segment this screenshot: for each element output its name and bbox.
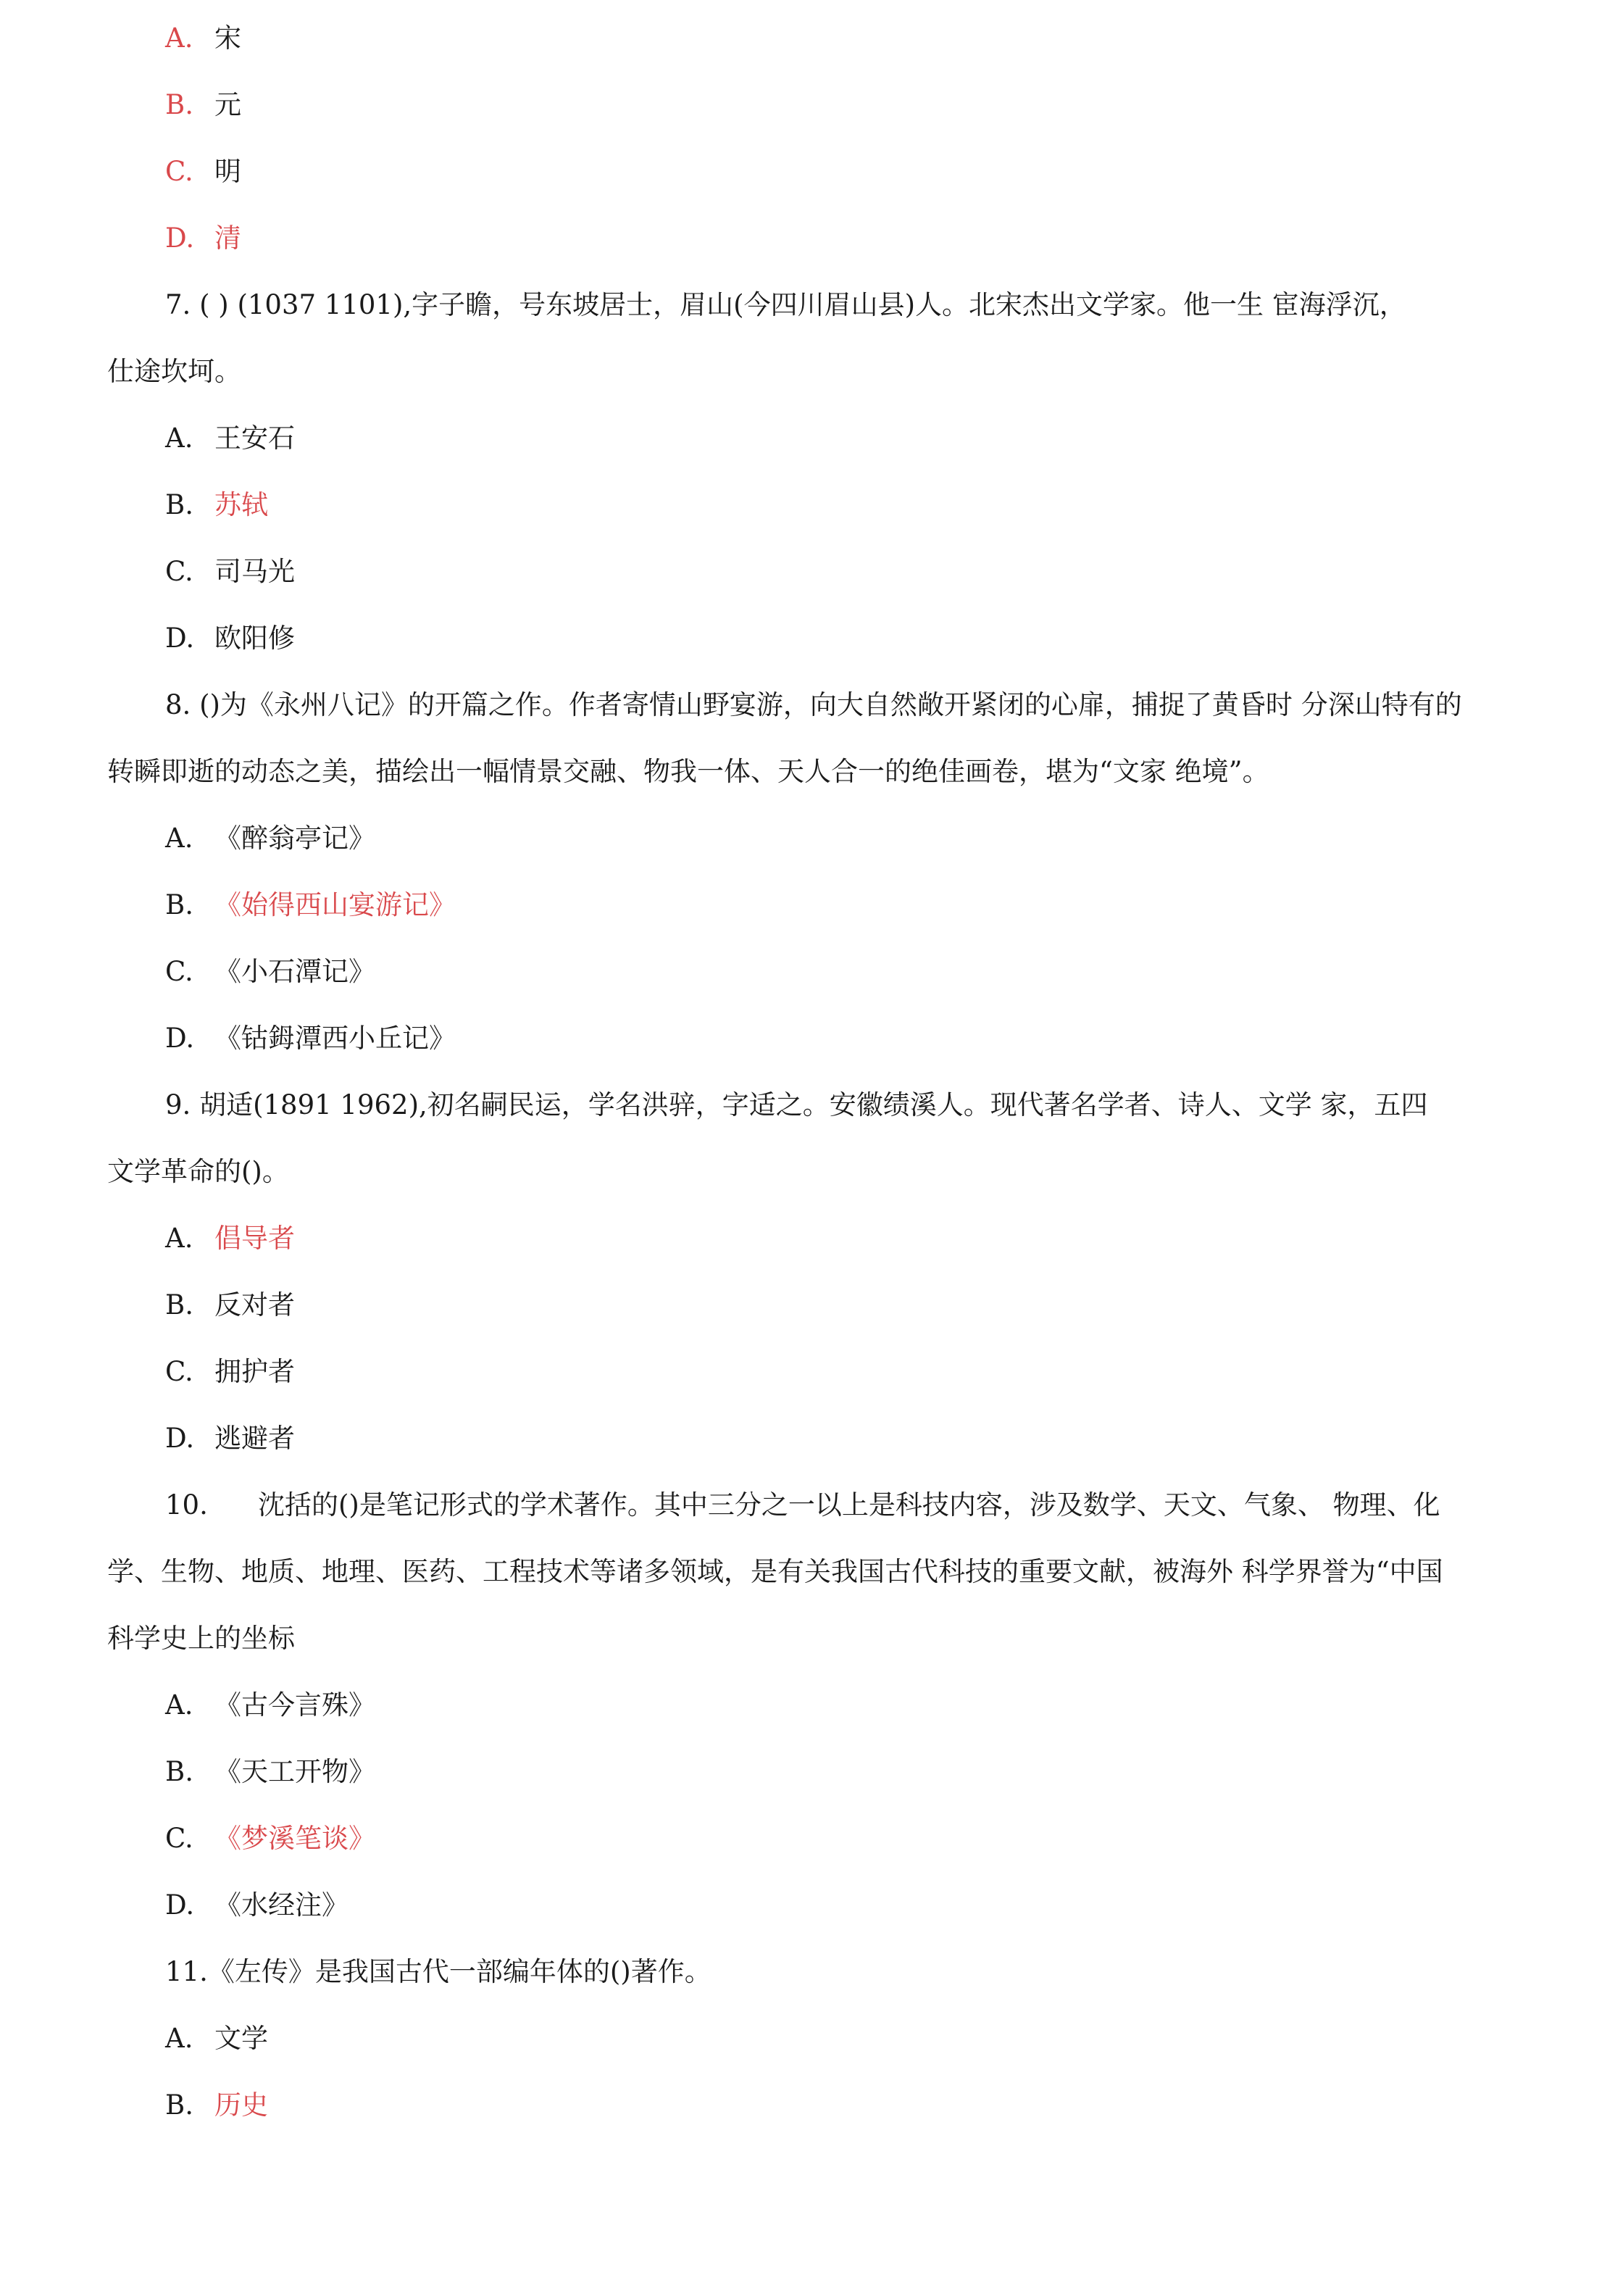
option-letter: D. [165,1423,195,1454]
option-text: 清 [214,222,241,254]
option-letter: A. [165,823,193,854]
option-text: 《钴鉧潭西小丘记》 [214,1023,456,1054]
option-letter: D. [165,1889,195,1921]
q8-option-b [165,889,456,922]
option-letter: B. [165,1289,193,1320]
option-text: 《水经注》 [214,1889,349,1921]
option-text: 元 [214,89,241,120]
option-text: 逃避者 [214,1423,295,1454]
option-text-correct: 倡导者 [214,1223,295,1254]
option-text: 文学 [214,2023,268,2054]
option-letter: C. [165,556,193,587]
option-text: 《古今言殊》 [214,1689,375,1721]
option-b [165,88,241,122]
option-text: 司马光 [214,556,295,587]
option-letter: A. [165,1689,193,1721]
q7-option-d [165,622,295,655]
q10-option-a [165,1689,375,1722]
option-text: 《醉翁亭记》 [214,823,375,854]
q10-option-b [165,1755,375,1789]
option-text-correct: 《梦溪笔谈》 [214,1823,375,1854]
q11-option-a [165,2022,268,2055]
q9-option-d [165,1422,295,1455]
option-text: 宋 [214,22,241,54]
question-8-text: 8. ()为《永州八记》的开篇之作。作者寄情山野宴游，向大自然敞开紧闭的心扉，捕捉了黄昏时 分深山特有的 [165,689,1462,720]
question-10-text [165,1489,1440,1522]
question-9-text: 9. 胡适(1891 1962),初名嗣民运，学名洪骍，字适之。安徽绩溪人。现代著名学者、诗人、文学 家，五四 [165,1089,1428,1120]
question-7-text: 7. ( ) (1037 1101),字子瞻，号东坡居士，眉山(今四川眉山县)人。北宋杰出文学家。他一生 宦海浮沉， [165,289,1406,320]
q9-option-a [165,1222,295,1255]
question-9-text-cont: 文学革命的()。 [107,1156,289,1187]
option-text: 《小石潭记》 [214,956,375,987]
q11-option-b [165,2089,268,2122]
q8-option-a [165,822,375,855]
q8-option-c [165,955,375,989]
option-letter: A. [165,423,193,454]
q7-option-b [165,488,268,522]
option-text-correct: 历史 [214,2089,268,2121]
question-11-text: 11.《左传》是我国古代一部编年体的()著作。 [165,1956,711,1987]
option-text: 反对者 [214,1289,295,1320]
option-letter: A. [165,1223,193,1254]
option-letter: A. [165,22,193,54]
q10-option-d [165,1889,349,1922]
option-letter: D. [165,623,195,654]
option-d-correct [165,222,241,255]
question-number: 10. [165,1489,208,1521]
option-text-correct: 苏轼 [214,489,268,520]
option-letter: B. [165,2089,193,2121]
option-letter: C. [165,1356,193,1387]
q7-option-a [165,422,295,455]
q8-option-d [165,1022,456,1055]
option-letter: B. [165,89,193,120]
option-letter: C. [165,156,193,187]
option-letter: B. [165,489,193,520]
option-letter: A. [165,2023,193,2054]
q9-option-b [165,1289,295,1322]
question-10-text-cont: 学、生物、地质、地理、医药、工程技术等诸多领域，是有关我国古代科技的重要文献，被海外 科学界誉为“中国 [107,1556,1443,1587]
option-text: 王安石 [214,423,295,454]
question-10-text-cont2: 科学史上的坐标 [107,1623,295,1654]
option-letter: C. [165,1823,193,1854]
question-8-text-cont: 转瞬即逝的动态之美，描绘出一幅情景交融、物我一体、天人合一的绝佳画卷，堪为“文家 绝境”。 [107,756,1269,787]
question-7-text-cont: 仕途坎坷。 [107,356,241,387]
option-letter: D. [165,222,195,254]
option-letter: D. [165,1023,195,1054]
option-letter: C. [165,956,193,987]
option-text-correct: 《始得西山宴游记》 [214,889,456,920]
question-10-line1: 沈括的()是笔记形式的学术著作。其中三分之一以上是科技内容，涉及数学、天文、气象、 物理、化 [258,1489,1440,1521]
q10-option-c [165,1822,375,1855]
q9-option-c [165,1355,295,1389]
option-letter: B. [165,1756,193,1787]
option-c [165,155,241,188]
option-text: 拥护者 [214,1356,295,1387]
option-text: 明 [214,156,241,187]
option-text: 《天工开物》 [214,1756,375,1787]
option-text: 欧阳修 [214,623,295,654]
q7-option-c [165,555,295,588]
option-a [165,22,241,55]
option-letter: B. [165,889,193,920]
